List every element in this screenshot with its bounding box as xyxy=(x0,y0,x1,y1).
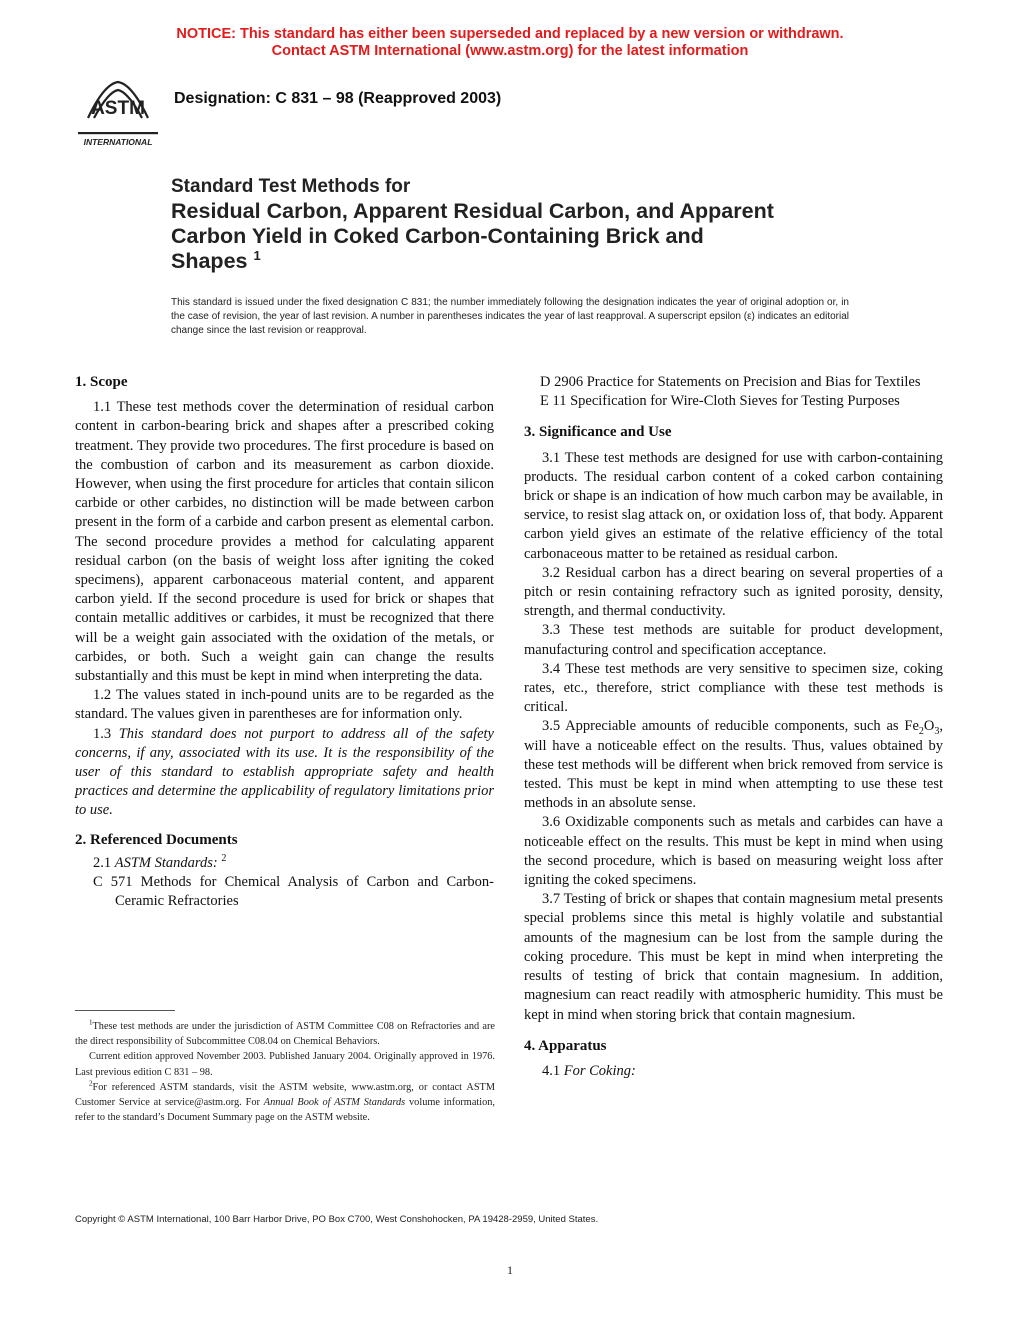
right-column xyxy=(524,373,943,1081)
notice-banner xyxy=(0,26,1020,60)
para-1-1: 1.1 These test methods cover the determination of residual carbon content in carbon-bearing brick and shapes after a prescribed coking treatment. They provide two procedures. The first procedure is based on the combustion of carbon and its measurement as carbon dioxide. However, when using the first procedure for articles that contain silicon carbide or other carbides, no distinction will be made between carbon present in the form of a carbide and carbon present as elemental carbon. The second procedure provides a method for calculating apparent residual carbon (on the basis of weight loss after igniting the coked specimens), apparent carbonaceous material content, and apparent carbon yield. If the second procedure is used for brick or shapes that contain metallic additives or carbides, it must be recognized that there will be a weight gain associated with the oxidation of the metals, or carbides, or both. Such a weight gain can change the results substantially and this must be kept in mind when interpreting the data. xyxy=(75,399,494,685)
section-1-heading: 1. Scope xyxy=(75,374,128,390)
logo-letters: ASTM xyxy=(91,98,145,119)
ref-c571: C 571 Methods for Chemical Analysis of Carbon and Carbon-Ceramic Refractories xyxy=(93,874,494,910)
para-2-1: 2.1 ASTM Standards: $^2$ xyxy=(93,853,227,871)
left-column xyxy=(75,373,494,911)
notice-line-1: NOTICE: This standard has either been superseded and replaced by a new version or withdrawn. xyxy=(176,26,844,42)
designation: Designation: C 831 – 98 (Reapproved 2003) xyxy=(174,90,502,107)
notice-line-2: Contact ASTM International (www.astm.org) for the latest information xyxy=(271,43,749,59)
para-4-1: 4.1 For Coking: xyxy=(542,1062,636,1079)
para-3-7: 3.7 Testing of brick or shapes that contain magnesium metal presents special problems since this metal is highly volatile and substantial amounts of the magnesium can be lost from the sample during the coking procedure. This must be kept in mind when interpreting the results of testing of brick that contain magnesium. In addition, magnesium can react readily with atmospheric humidity. This must be kept in mind when storing brick that contain magnesium. xyxy=(524,891,943,1023)
title-footnote-mark: 1 xyxy=(253,248,261,263)
para-3-1: 3.1 These test methods are designed for use with carbon-containing products. The residual carbon content of a coked carbon containing brick or shape is an indication of how much carbon may be available, in service, to resist slag attack on, or oxidation loss of, that body. Apparent carbon yield gives an estimate of the relative efficiency of the total carbonaceous matter to be retained as residual carbon. xyxy=(524,449,943,562)
issuance-statement: This standard is issued under the fixed designation C 831; the number immediately following the designation indicates the year of original adoption or, in the case of revision, the year of last revision. A number in parentheses indicates the year of last reapproval. A superscript epsilon (ε) indicates an editorial change since the last revision or reapproval. xyxy=(171,297,849,336)
document-title xyxy=(171,175,871,276)
ref-d2906: D 2906 Practice for Statements on Precision and Bias for Textiles xyxy=(540,374,921,390)
para-1-3: 1.3 This standard does not purport to address all of the safety concerns, if any, associated with its use. It is the responsibility of the user of this standard to establish appropriate safety and health practices and determine the applicability of regulatory limitations prior to use. xyxy=(75,725,494,819)
para-3-2: 3.2 Residual carbon has a direct bearing on several properties of a pitch or resin containing refractory such as ignited porosity, density, strength, and thermal conductivity. xyxy=(524,564,943,620)
footnote-1-edition: Current edition approved November 2003. Published January 2004. Originally approved in 1976. Last previous edition C 831 – 98. xyxy=(75,1051,495,1078)
page-number: 1 xyxy=(507,1263,513,1277)
astm-logo xyxy=(74,78,162,150)
section-3-heading: 3. Significance and Use xyxy=(524,424,672,441)
para-3-6: 3.6 Oxidizable components such as metals and carbides can have a noticeable effect on the results. This must be kept in mind when using the second procedure, which is based on measuring weight loss after igniting the coked specimens. xyxy=(524,814,943,889)
footnote-rule xyxy=(75,1010,175,1011)
title-pre: Standard Test Methods for xyxy=(171,176,411,197)
section-2-heading: 2. Referenced Documents xyxy=(75,831,238,848)
title-line-1: Residual Carbon, Apparent Residual Carbon, and Apparent xyxy=(171,199,774,223)
footnote-2: $^2$For referenced ASTM standards, visit the ASTM website, www.astm.org, or contact ASTM Customer Service at service@astm.org. For Annual Book of ASTM Standards volume information, refer to the standard’s Document Summary page on the ASTM website. xyxy=(75,1079,495,1124)
title-line-2: Carbon Yield in Coked Carbon-Containing Brick and xyxy=(171,224,704,248)
ref-e11: E 11 Specification for Wire-Cloth Sieves for Testing Purposes xyxy=(540,393,900,410)
copyright-line: Copyright © ASTM International, 100 Barr Harbor Drive, PO Box C700, West Conshohocken, PA 19428-2959, United States. xyxy=(75,1214,599,1225)
logo-subtitle: INTERNATIONAL xyxy=(83,137,153,147)
title-line-3: Shapes $^1$ xyxy=(171,248,261,273)
footnote-1: $^1$These test methods are under the jurisdiction of ASTM Committee C08 on Refractories and are the direct responsibility of Subcommittee C08.04 on Chemical Behaviors. xyxy=(75,1018,495,1048)
section-4-heading: 4. Apparatus xyxy=(524,1037,607,1054)
footnotes xyxy=(75,1019,495,1125)
para-3-5: 3.5 Appreciable amounts of reducible components, such as $Fe_2O_3$, will have a noticeable effect on the results. Thus, values obtained by these test methods will be different when brick removed from service is tested. This must be kept in mind when attempting to use these test methods in an absolute sense. xyxy=(524,718,943,812)
para-3-3: 3.3 These test methods are suitable for product development, manufacturing control and specification acceptance. xyxy=(524,622,943,658)
para-3-4: 3.4 These test methods are very sensitive to specimen size, coking rates, etc., therefore, strict compliance with these test methods is critical. xyxy=(524,660,943,716)
para-1-2: 1.2 The values stated in inch-pound units are to be regarded as the standard. The values given in parentheses are for information only. xyxy=(75,687,494,723)
